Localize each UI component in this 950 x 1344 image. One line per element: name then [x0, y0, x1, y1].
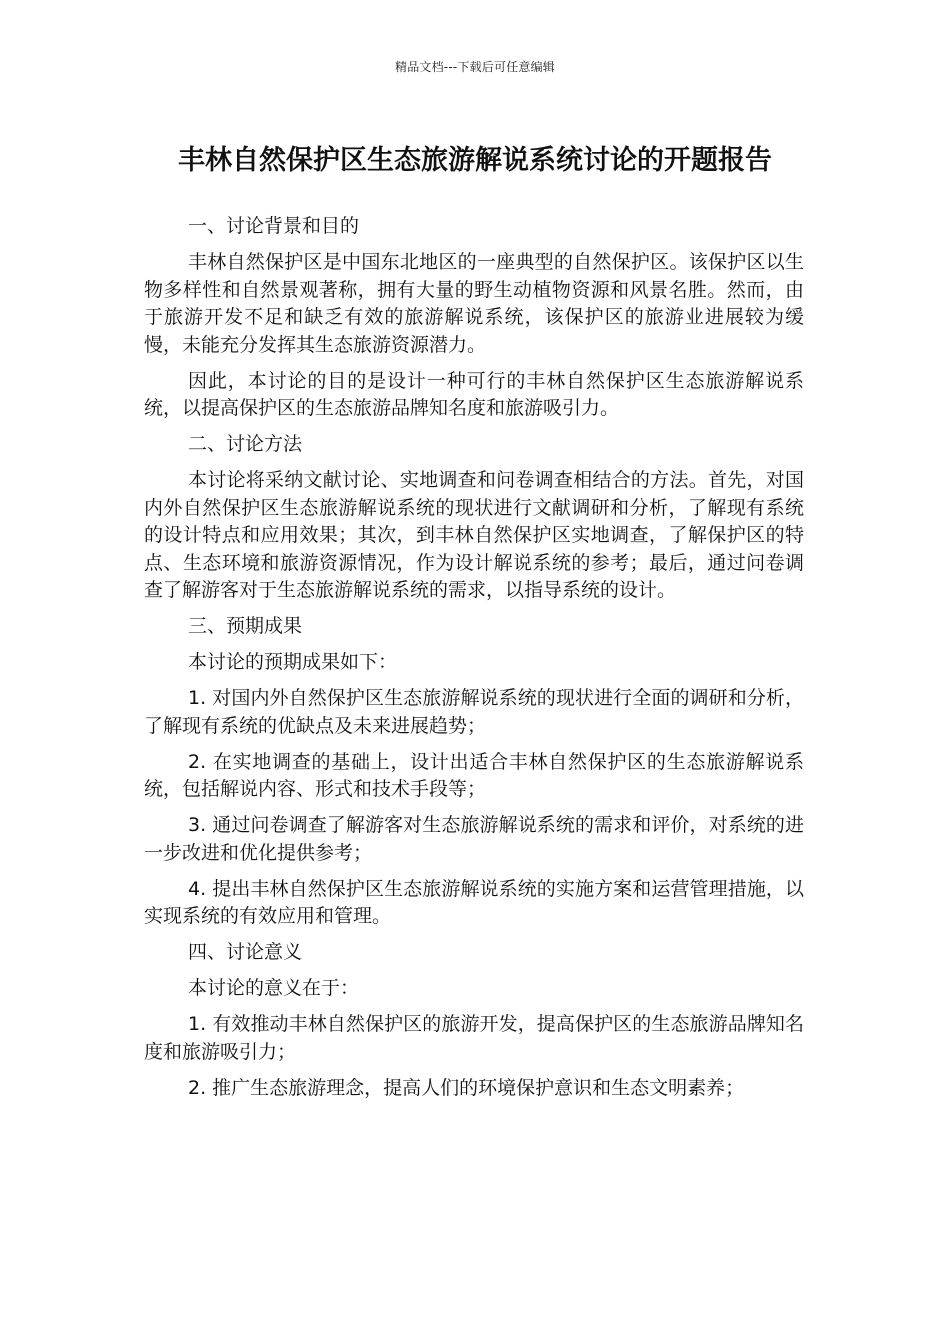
list-item-significance-1: 1. 有效推动丰林自然保护区的旅游开发，提高保护区的生态旅游品牌知名度和旅游吸引力；: [144, 1013, 804, 1063]
list-item-result-4: 4. 提出丰林自然保护区生态旅游解说系统的实施方案和运营管理措施，以实现系统的有效应用和管理。: [144, 877, 804, 927]
list-item-result-1: 1. 对国内外自然保护区生态旅游解说系统的现状进行全面的调研和分析，了解现有系统的优缺点及未来进展趋势；: [144, 687, 804, 737]
section-heading-expected-results: 三、预期成果: [188, 615, 303, 637]
document-body: [144, 213, 804, 1111]
paragraph-method: 本讨论将采纳文献讨论、实地调查和问卷调查相结合的方法。首先，对国内外自然保护区生态旅游解说系统的现状进行文献调研和分析，了解现有系统的设计特点和应用效果；其次，到丰林自然保护区实地调查，了解保护区的特点、生态环境和旅游资源情况，作为设计解说系统的参考；最后，通过问卷调查了解游客对于生态旅游解说系统的需求，以指导系统的设计。: [144, 469, 804, 601]
paragraph-purpose: 因此，本讨论的目的是设计一种可行的丰林自然保护区生态旅游解说系统，以提高保护区的生态旅游品牌知名度和旅游吸引力。: [144, 369, 804, 419]
list-item-result-3: 3. 通过问卷调查了解游客对生态旅游解说系统的需求和评价，对系统的进一步改进和优化提供参考；: [144, 814, 804, 864]
section-heading-significance: 四、讨论意义: [188, 941, 303, 963]
paragraph-significance-intro: 本讨论的意义在于：: [188, 977, 360, 999]
section-heading-background: 一、讨论背景和目的: [188, 215, 360, 237]
section-heading-method: 二、讨论方法: [188, 433, 303, 455]
document-title: 丰林自然保护区生态旅游解说系统讨论的开题报告: [178, 145, 772, 176]
list-item-significance-2: 2. 推广生态旅游理念，提高人们的环境保护意识和生态文明素养；: [188, 1076, 745, 1099]
paragraph-results-intro: 本讨论的预期成果如下：: [188, 651, 398, 673]
list-item-result-2: 2. 在实地调查的基础上，设计出适合丰林自然保护区的生态旅游解说系统，包括解说内容、形式和技术手段等；: [144, 750, 804, 800]
paragraph-background: 丰林自然保护区是中国东北地区的一座典型的自然保护区。该保护区以生物多样性和自然景观著称，拥有大量的野生动植物资源和风景名胜。然而，由于旅游开发不足和缺乏有效的旅游解说系统，该保护区的旅游业进展较为缓慢，未能充分发挥其生态旅游资源潜力。: [144, 251, 804, 356]
header-note: 精品文档---下载后可任意编辑: [395, 60, 555, 74]
